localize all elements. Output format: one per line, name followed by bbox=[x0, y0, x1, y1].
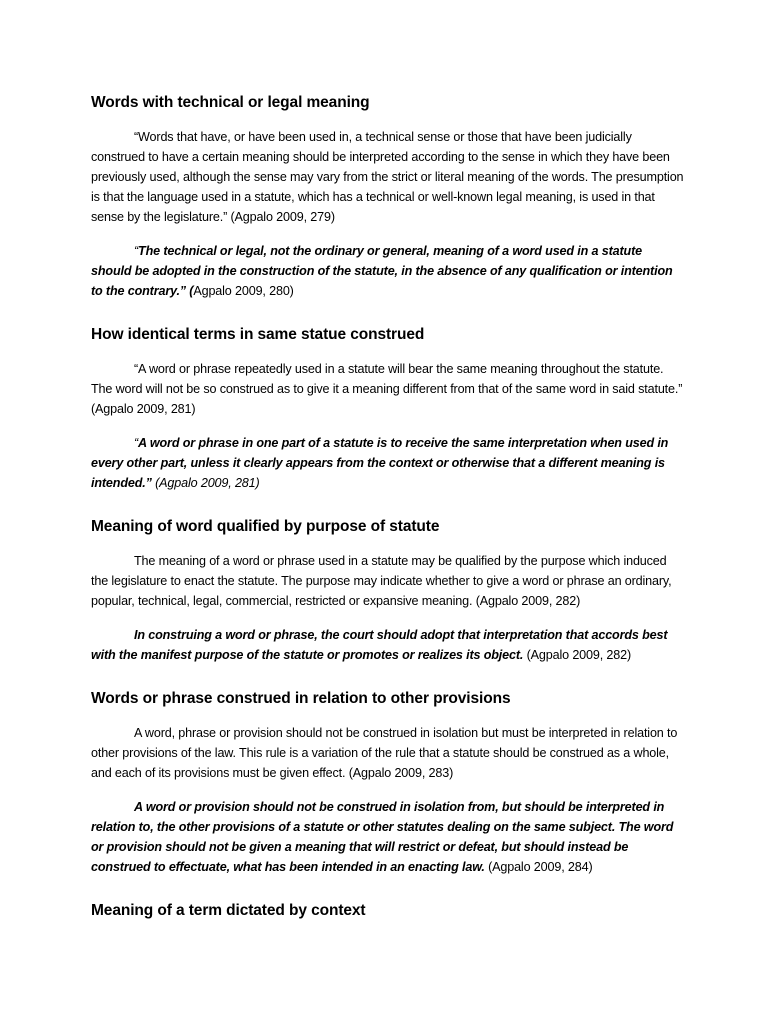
bold-italic-text: In construing a word or phrase, the court should adopt that interpretation that accords best with the manifest purpose of the statute or promotes or realizes its object. bbox=[91, 628, 668, 662]
section-heading: Meaning of a term dictated by context bbox=[91, 902, 366, 919]
document-body bbox=[91, 93, 685, 921]
emphasis-paragraph bbox=[91, 241, 685, 301]
bold-italic-text: A word or phrase in one part of a statute is to receive the same interpretation when used in every other part, unless it clearly appears from the context or otherwise that a different meaning is intended.” bbox=[91, 436, 669, 490]
emphasis-paragraph bbox=[91, 797, 685, 877]
open-quote: “ bbox=[134, 436, 139, 450]
bold-italic-text: A word or provision should not be construed in isolation from, but should be interpreted in relation to, the other provisions of a statute or other statutes dealing on the same subject. The word or provision should not be given a meaning that will restrict or defeat, but should instead be construed to effectuate, what has been intended in an enacting law. bbox=[91, 800, 674, 874]
emphasis-paragraph bbox=[91, 433, 685, 493]
citation: (Agpalo 2009, 284) bbox=[484, 860, 593, 874]
open-quote: “ bbox=[134, 244, 139, 258]
emphasis-paragraph bbox=[91, 625, 685, 665]
body-paragraph: “Words that have, or have been used in, a technical sense or those that have been judicially construed to have a certain meaning should be interpreted according to the sense in which they have been previously used, although the sense may vary from the strict or literal meaning of the words. The presumption is that the language used in a statute, which has a technical or well-known legal meaning, is used in that sense by the legislature.” (Agpalo 2009, 279) bbox=[91, 130, 684, 224]
bold-italic-text: The technical or legal, not the ordinary or general, meaning of a word used in a statute should be adopted in the construction of the statute, in the absence of any qualification or intention to the contrary.” ( bbox=[91, 244, 673, 298]
section-heading: Words or phrase construed in relation to other provisions bbox=[91, 690, 511, 707]
body-paragraph: “A word or phrase repeatedly used in a statute will bear the same meaning throughout the statute. The word will not be so construed as to give it a meaning different from that of the same word in said statute.” (Agpalo 2009, 281) bbox=[91, 362, 683, 416]
body-paragraph: A word, phrase or provision should not be construed in isolation but must be interpreted in relation to other provisions of the law. This rule is a variation of the rule that a statute should be construed as a whole, and each of its provisions must be given effect. (Agpalo 2009, 283) bbox=[91, 726, 678, 780]
body-paragraph: The meaning of a word or phrase used in a statute may be qualified by the purpose which induced the legislature to enact the statute. The purpose may indicate whether to give a word or phrase an ordinary, popular, technical, legal, commercial, restricted or expansive meaning. (Agpalo 2009, 282) bbox=[91, 554, 672, 608]
section-heading: Meaning of word qualified by purpose of statute bbox=[91, 518, 440, 535]
section-heading: Words with technical or legal meaning bbox=[91, 94, 370, 111]
citation: (Agpalo 2009, 281) bbox=[151, 476, 260, 490]
citation: Agpalo 2009, 280) bbox=[193, 284, 294, 298]
citation: (Agpalo 2009, 282) bbox=[523, 648, 632, 662]
section-heading: How identical terms in same statue construed bbox=[91, 326, 425, 343]
